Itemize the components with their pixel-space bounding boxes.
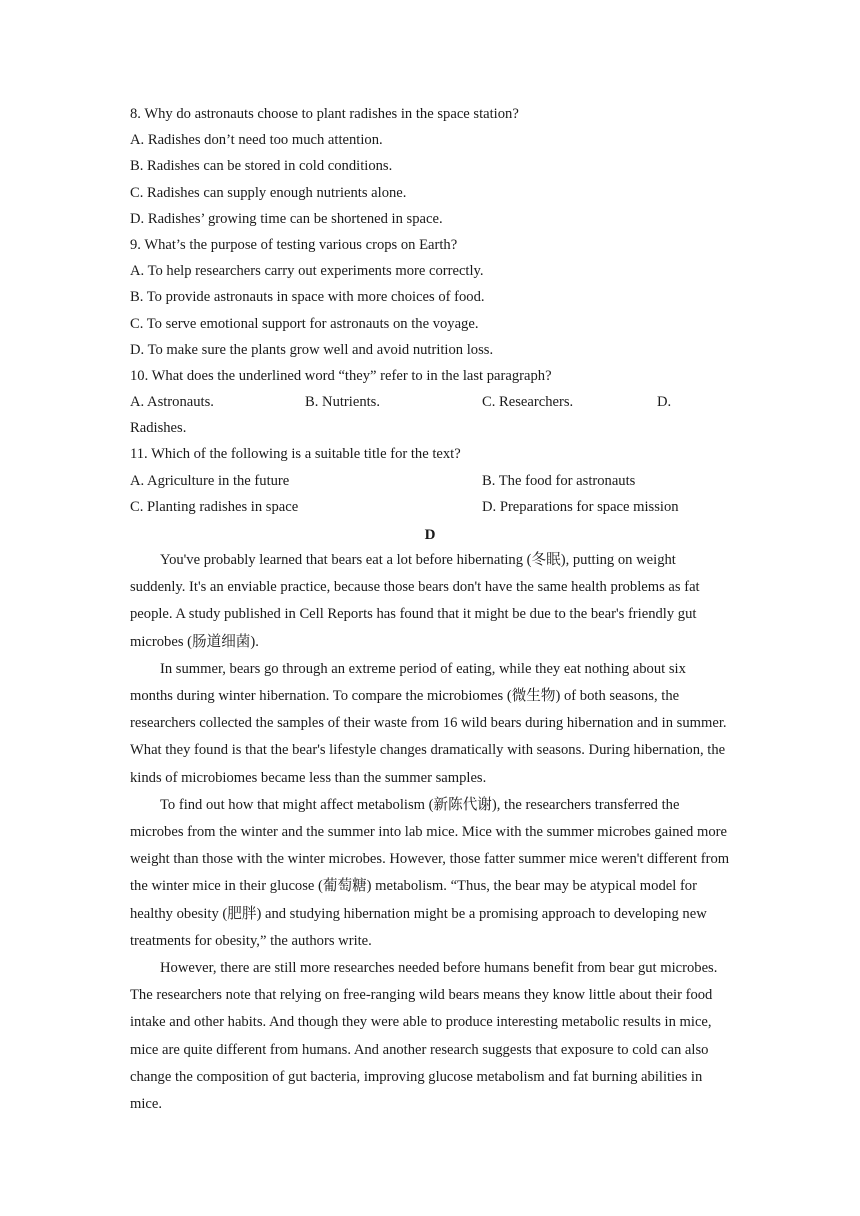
option-c: C. Radishes can supply enough nutrients alone.: [130, 184, 407, 201]
exam-page: [130, 101, 730, 1118]
option-d-wrap: Radishes.: [130, 420, 187, 437]
option-a: A. Radishes don’t need too much attention.: [130, 132, 383, 149]
option-b: B. Radishes can be stored in cold conditions.: [130, 158, 393, 175]
option-d: D. To make sure the plants grow well and avoid nutrition loss.: [130, 341, 494, 358]
options-row: [130, 389, 730, 415]
question-11: [130, 441, 730, 520]
option-c: C. Researchers.: [482, 394, 574, 411]
question-10: [130, 363, 730, 442]
paragraph: You've probably learned that bears eat a lot before hibernating (冬眠), putting on weight suddenly. It's an enviable practice, because those bears don't have the same health problems as fat people. A study published in Cell Reports has found that it might be due to the bear's friendly gut microbes (肠道细菌).: [130, 552, 700, 650]
paragraph: However, there are still more researches needed before humans benefit from bear gut microbes. The researchers note that relying on free-ranging wild bears means they know little about their food intake and other habits. And though they were able to produce interesting metabolic results in mice, mice are quite different from humans. And another research suggests that exposure to cold can also change the composition of gut bacteria, improving glucose metabolism and fat burning abilities in mice.: [130, 960, 718, 1113]
option-a: A. Astronauts.: [130, 394, 214, 411]
question-stem: 8. Why do astronauts choose to plant radishes in the space station?: [130, 106, 519, 122]
option-b: B. Nutrients.: [305, 394, 380, 411]
option-a: A. To help researchers carry out experiments more correctly.: [130, 263, 484, 280]
options-row: [130, 468, 730, 494]
section-d: [130, 521, 730, 1118]
paragraph: To find out how that might affect metabolism (新陈代谢), the researchers transferred the microbes from the winter and the summer into lab mice. Mice with the summer microbes gained more weight than those with the winter microbes. However, those fatter summer mice weren't different from the winter mice in their glucose (葡萄糖) metabolism. “Thus, the bear may be atypical model for healthy obesity (肥胖) and studying hibernation might be a promising approach to developing new treatments for obesity,” the authors write.: [130, 796, 730, 949]
option-c: C. Planting radishes in space: [130, 498, 299, 515]
option-d: D.: [657, 394, 672, 411]
option-a: A. Agriculture in the future: [130, 472, 290, 489]
option-c: C. To serve emotional support for astronauts on the voyage.: [130, 315, 479, 332]
question-8: [130, 101, 730, 232]
question-stem: 9. What’s the purpose of testing various crops on Earth?: [130, 236, 458, 253]
section-title: D: [424, 527, 436, 543]
option-d: D. Radishes’ growing time can be shortened in space.: [130, 210, 443, 227]
options-row: [130, 494, 730, 520]
paragraph: In summer, bears go through an extreme period of eating, while they eat nothing about six months during winter hibernation. To compare the microbiomes (微生物) of both seasons, the researchers collected the samples of their waste from 16 wild bears during hibernation and in summer. What they found is that the bear's lifestyle changes dramatically with seasons. During hibernation, the kinds of microbiomes became less than the summer samples.: [130, 660, 727, 786]
question-9: [130, 232, 730, 363]
option-b: B. To provide astronauts in space with more choices of food.: [130, 289, 485, 306]
option-b: B. The food for astronauts: [482, 472, 636, 489]
question-stem: 11. Which of the following is a suitable title for the text?: [130, 446, 461, 463]
option-d: D. Preparations for space mission: [482, 498, 679, 515]
question-stem: 10. What does the underlined word “they” refer to in the last paragraph?: [130, 367, 552, 384]
